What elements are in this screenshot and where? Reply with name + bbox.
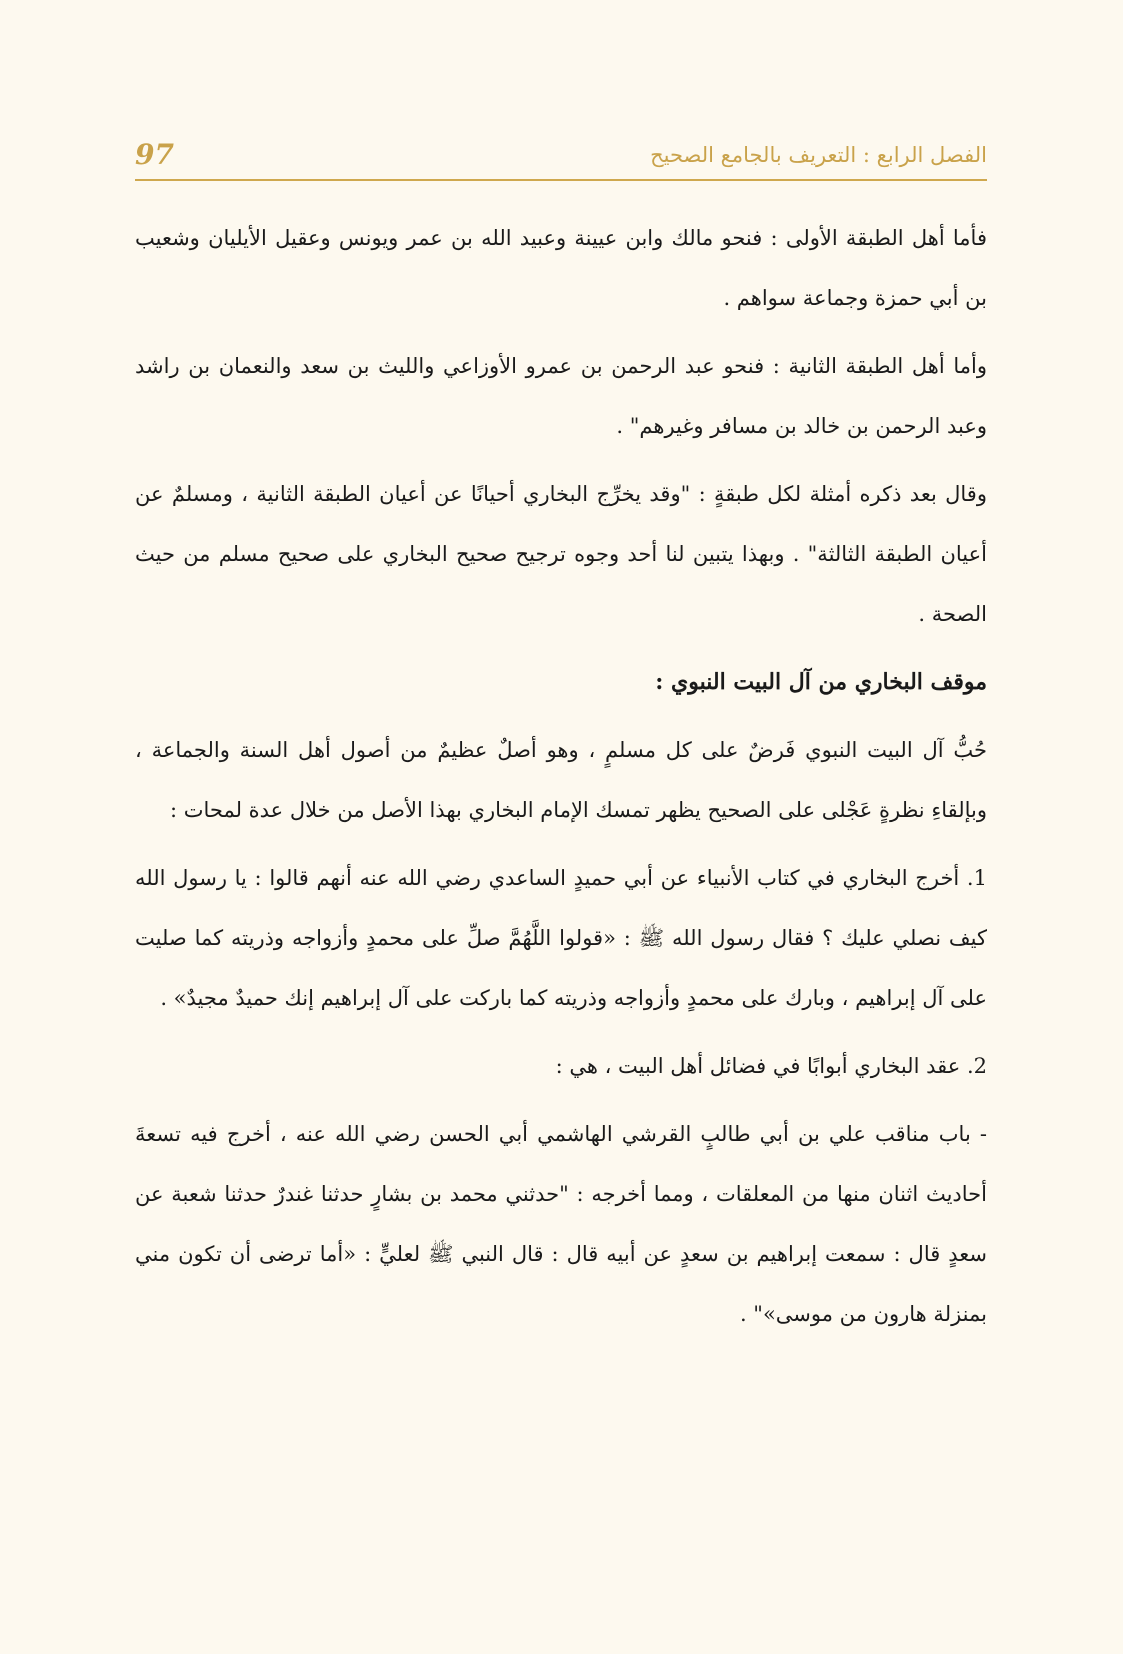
paragraph-4: حُبُّ آل البيت النبوي فَرضٌ على كل مسلمٍ ، وهو أصلٌ عظيمٌ من أصول أهل السنة والجماعة ، وبإلقاءِ نظرةٍ عَجْلى على الصحيح يظهر تمسك الإمام البخاري بهذا الأصل من خلال عدة لمحات : [135, 738, 987, 822]
paragraph-5: 1. أخرج البخاري في كتاب الأنبياء عن أبي حميدٍ الساعدي رضي الله عنه أنهم قالوا : يا رسول الله كيف نصلي عليك ؟ فقال رسول الله ﷺ : «قولوا اللَّهُمَّ صلِّ على محمدٍ وأزواجه وذريته كما صليت على آل إبراهيم ، وبارك على محمدٍ وأزواجه وذريته كما باركت على آل إبراهيم إنك حميدٌ مجيدٌ» . [135, 866, 987, 1010]
section-heading: موقف البخاري من آل البيت النبوي : [655, 669, 987, 695]
paragraph-1: فأما أهل الطبقة الأولى : فنحو مالك وابن عيينة وعبيد الله بن عمر ويونس وعقيل الأيليان وشعيب بن أبي حمزة وجماعة سواهم . [135, 226, 987, 310]
page-body [135, 208, 987, 1352]
running-title: الفصل الرابع : التعريف بالجامع الصحيح [650, 143, 987, 167]
page-header [135, 135, 987, 181]
page-number: 97 [135, 138, 174, 171]
paragraph-2: وأما أهل الطبقة الثانية : فنحو عبد الرحمن بن عمرو الأوزاعي والليث بن سعد والنعمان بن راشد وعبد الرحمن بن خالد بن مسافر وغيرهم" . [135, 354, 987, 438]
paragraph-6: 2. عقد البخاري أبوابًا في فضائل أهل البيت ، هي : [555, 1054, 987, 1078]
paragraph-3: وقال بعد ذكره أمثلة لكل طبقةٍ : "وقد يخرِّج البخاري أحيانًا عن أعيان الطبقة الثانية ، ومسلمٌ عن أعيان الطبقة الثالثة" . وبهذا يتبين لنا أحد وجوه ترجيح صحيح البخاري على صحيح مسلم من حيث الصحة . [135, 482, 987, 626]
paragraph-7: - باب مناقب علي بن أبي طالبٍ القرشي الهاشمي أبي الحسن رضي الله عنه ، أخرج فيه تسعةَ أحاديث اثنان منها من المعلقات ، ومما أخرجه : "حدثني محمد بن بشارٍ حدثنا غندرٌ حدثنا شعبة عن سعدٍ قال : سمعت إبراهيم بن سعدٍ عن أبيه قال : قال النبي ﷺ لعليٍّ : «أما ترضى أن تكون مني بمنزلة هارون من موسى»" . [135, 1122, 987, 1326]
